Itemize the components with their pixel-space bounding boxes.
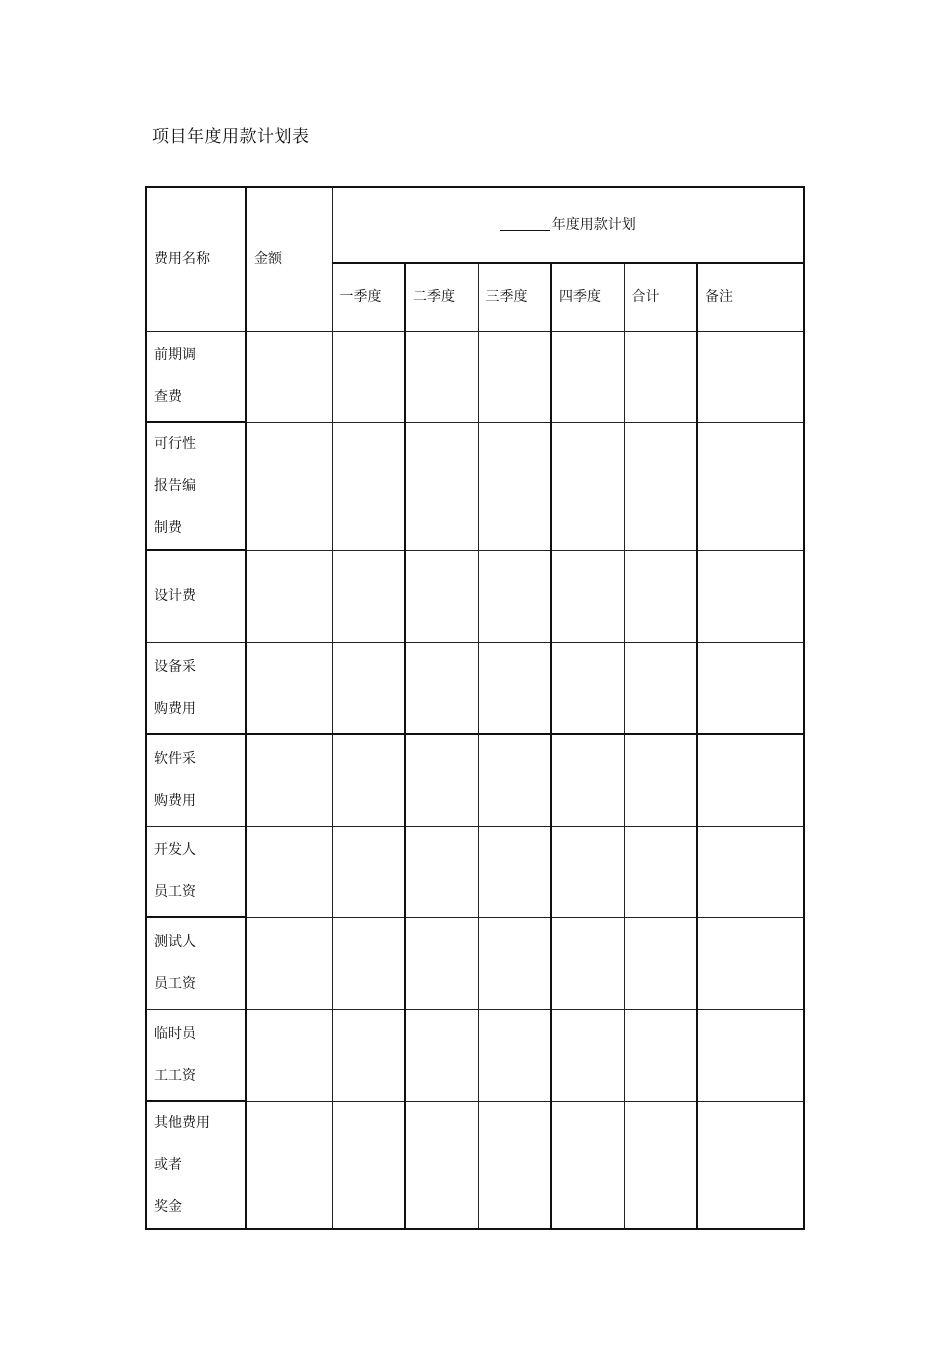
row-name-cell — [146, 1101, 246, 1229]
total-cell[interactable] — [624, 917, 697, 1009]
q3-cell[interactable] — [478, 1009, 551, 1101]
header-amount-label: 金额 — [254, 251, 282, 268]
remarks-cell[interactable] — [697, 550, 804, 642]
table-row — [146, 917, 804, 1009]
total-cell[interactable] — [624, 550, 697, 642]
q3-cell[interactable] — [478, 917, 551, 1009]
amount-cell[interactable] — [246, 1101, 332, 1229]
q2-cell[interactable] — [405, 331, 478, 422]
remarks-cell[interactable] — [697, 422, 804, 550]
table-row — [146, 331, 804, 422]
row-name-line: 或者 — [154, 1157, 182, 1173]
header-col-q1: 一季度 — [332, 263, 405, 331]
row-name-cell — [146, 642, 246, 734]
remarks-cell[interactable] — [697, 1009, 804, 1101]
q1-cell[interactable] — [332, 826, 405, 917]
q2-cell[interactable] — [405, 642, 478, 734]
row-name-cell — [146, 422, 246, 550]
q2-cell[interactable] — [405, 917, 478, 1009]
row-name-line: 购费用 — [154, 793, 196, 810]
q3-cell[interactable] — [478, 1101, 551, 1229]
q2-cell[interactable] — [405, 734, 478, 826]
total-cell[interactable] — [624, 734, 697, 826]
remarks-cell[interactable] — [697, 331, 804, 422]
q3-cell[interactable] — [478, 734, 551, 826]
table-row — [146, 422, 804, 550]
year-blank-line[interactable] — [500, 216, 550, 231]
row-name-cell — [146, 331, 246, 422]
header-name-label: 费用名称 — [154, 251, 210, 268]
q1-cell[interactable] — [332, 917, 405, 1009]
header-plan-label: 年度用款计划 — [551, 217, 636, 233]
header-col-q3: 三季度 — [478, 263, 551, 331]
q2-cell[interactable] — [405, 826, 478, 917]
header-plan-cell — [332, 187, 804, 263]
row-name-line: 测试人 — [154, 934, 196, 951]
table-row — [146, 826, 804, 917]
row-name-cell — [146, 1009, 246, 1101]
q4-cell[interactable] — [551, 331, 624, 422]
remarks-cell[interactable] — [697, 734, 804, 826]
q1-cell[interactable] — [332, 1009, 405, 1101]
q1-cell[interactable] — [332, 1101, 405, 1229]
row-name-line: 设备采 — [154, 658, 196, 675]
row-name-cell — [146, 550, 246, 642]
q1-cell[interactable] — [332, 550, 405, 642]
q1-cell[interactable] — [332, 734, 405, 826]
row-name-line: 员工资 — [154, 976, 196, 993]
row-name-line: 员工资 — [154, 884, 196, 901]
row-name-cell — [146, 917, 246, 1009]
amount-cell[interactable] — [246, 642, 332, 734]
row-name-line: 制费 — [154, 520, 182, 536]
row-name-cell — [146, 734, 246, 826]
amount-cell[interactable] — [246, 826, 332, 917]
row-name-line: 购费用 — [154, 700, 196, 717]
row-name-line: 开发人 — [154, 842, 196, 859]
header-col-remarks: 备注 — [697, 263, 804, 331]
total-cell[interactable] — [624, 642, 697, 734]
total-cell[interactable] — [624, 422, 697, 550]
row-name-line: 软件采 — [154, 751, 196, 768]
q4-cell[interactable] — [551, 550, 624, 642]
row-name-line: 奖金 — [154, 1199, 182, 1215]
amount-cell[interactable] — [246, 734, 332, 826]
q3-cell[interactable] — [478, 550, 551, 642]
q2-cell[interactable] — [405, 422, 478, 550]
row-name-line: 前期调 — [154, 347, 196, 364]
q4-cell[interactable] — [551, 422, 624, 550]
header-col-q2: 二季度 — [405, 263, 478, 331]
amount-cell[interactable] — [246, 550, 332, 642]
header-name-cell — [146, 187, 246, 331]
total-cell[interactable] — [624, 1009, 697, 1101]
total-cell[interactable] — [624, 826, 697, 917]
row-name-line: 其他费用 — [154, 1115, 210, 1131]
table-row — [146, 1101, 804, 1229]
row-name-cell — [146, 826, 246, 917]
document-title: 项目年度用款计划表 — [152, 127, 310, 147]
remarks-cell[interactable] — [697, 642, 804, 734]
table-row — [146, 734, 804, 826]
q3-cell[interactable] — [478, 642, 551, 734]
amount-cell[interactable] — [246, 422, 332, 550]
remarks-cell[interactable] — [697, 826, 804, 917]
remarks-cell[interactable] — [697, 1101, 804, 1229]
q1-cell[interactable] — [332, 642, 405, 734]
q3-cell[interactable] — [478, 826, 551, 917]
amount-cell[interactable] — [246, 1009, 332, 1101]
table-row — [146, 1009, 804, 1101]
q4-cell[interactable] — [551, 642, 624, 734]
remarks-cell[interactable] — [697, 917, 804, 1009]
q2-cell[interactable] — [405, 550, 478, 642]
q1-cell[interactable] — [332, 422, 405, 550]
header-amount-cell — [246, 187, 332, 331]
q4-cell[interactable] — [551, 826, 624, 917]
q3-cell[interactable] — [478, 422, 551, 550]
row-name-line: 工工资 — [154, 1067, 196, 1084]
row-name-line: 查费 — [154, 389, 182, 406]
amount-cell[interactable] — [246, 331, 332, 422]
header-col-q4: 四季度 — [551, 263, 624, 331]
q3-cell[interactable] — [478, 331, 551, 422]
header-col-total: 合计 — [624, 263, 697, 331]
q4-cell[interactable] — [551, 1009, 624, 1101]
q4-cell[interactable] — [551, 734, 624, 826]
total-cell[interactable] — [624, 1101, 697, 1229]
table-row — [146, 550, 804, 642]
budget-plan-table — [145, 186, 805, 1230]
row-name-line: 设计费 — [154, 588, 196, 605]
row-name-line: 报告编 — [154, 478, 196, 494]
table-row — [146, 642, 804, 734]
total-cell[interactable] — [624, 331, 697, 422]
row-name-line: 可行性 — [154, 436, 196, 452]
row-name-line: 临时员 — [154, 1025, 196, 1042]
q4-cell[interactable] — [551, 1101, 624, 1229]
amount-cell[interactable] — [246, 917, 332, 1009]
q1-cell[interactable] — [332, 331, 405, 422]
header-row-top — [146, 187, 804, 263]
q2-cell[interactable] — [405, 1009, 478, 1101]
q4-cell[interactable] — [551, 917, 624, 1009]
q2-cell[interactable] — [405, 1101, 478, 1229]
